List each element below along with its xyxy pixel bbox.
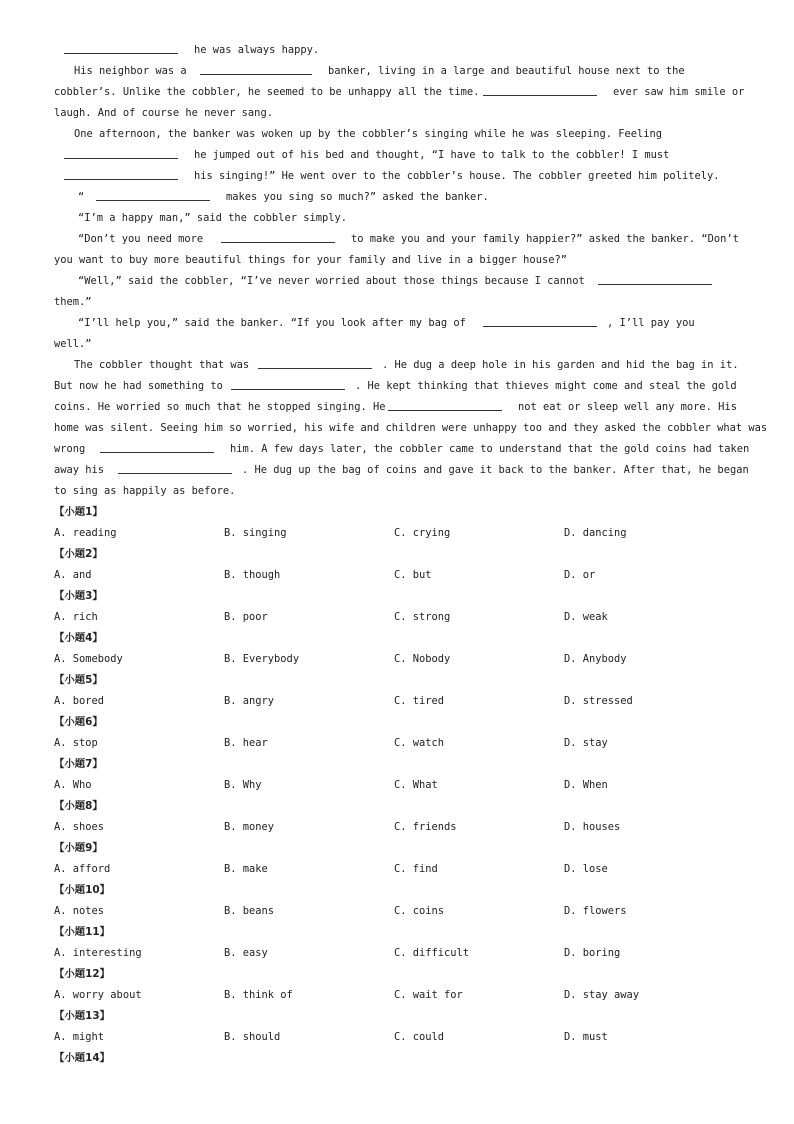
passage-text: wrong [54, 443, 86, 455]
passage-line [0, 292, 794, 313]
question-label: 【小题13】 [54, 1010, 111, 1022]
passage-text: he was always happy. [194, 44, 320, 56]
answer-option[interactable]: B. poor [224, 611, 268, 623]
question-label: 【小题5】 [54, 674, 103, 686]
passage-text: them.” [54, 296, 92, 308]
answer-option[interactable]: B. should [224, 1031, 281, 1043]
passage-line [0, 187, 794, 208]
passage-line [0, 418, 794, 439]
answer-blank[interactable] [96, 200, 210, 201]
passage-text: well.” [54, 338, 92, 350]
answer-option[interactable]: C. coins [394, 905, 445, 917]
answer-option[interactable]: D. must [564, 1031, 608, 1043]
passage-text: cobbler’s. Unlike the cobbler, he seemed to be unhappy all the time. [54, 86, 480, 98]
question-label: 【小题4】 [54, 632, 103, 644]
answer-option[interactable]: A. stop [54, 737, 98, 749]
answer-option[interactable]: A. and [54, 569, 92, 581]
answer-option[interactable]: A. Somebody [54, 653, 123, 665]
answer-option[interactable]: C. difficult [394, 947, 470, 959]
question-label: 【小题9】 [54, 842, 103, 854]
answer-blank[interactable] [258, 368, 372, 369]
answer-option[interactable]: B. angry [224, 695, 275, 707]
passage-text: banker, living in a large and beautiful house next to the [328, 65, 685, 77]
question-label: 【小题2】 [54, 548, 103, 560]
passage-line [0, 439, 794, 460]
answer-option[interactable]: B. easy [224, 947, 268, 959]
answer-option[interactable]: C. but [394, 569, 432, 581]
answer-option[interactable]: D. boring [564, 947, 621, 959]
passage-text: One afternoon, the banker was woken up by the cobbler’s singing while he was sleeping. Feeling [74, 128, 663, 140]
question-label: 【小题3】 [54, 590, 103, 602]
passage-line [0, 355, 794, 376]
passage-text: you want to buy more beautiful things for your family and live in a bigger house?” [54, 254, 567, 266]
passage-text: His neighbor was a [74, 65, 187, 77]
passage-line [0, 376, 794, 397]
answer-option[interactable]: D. When [564, 779, 608, 791]
answer-option[interactable]: D. stay [564, 737, 608, 749]
passage-line [0, 460, 794, 481]
answer-option[interactable]: A. worry about [54, 989, 142, 1001]
question-label: 【小题7】 [54, 758, 103, 770]
passage-text: to sing as happily as before. [54, 485, 236, 497]
passage-text: “Well,” said the cobbler, “I’ve never worried about those things because I cannot [78, 275, 585, 287]
answer-blank[interactable] [231, 389, 345, 390]
answer-blank[interactable] [118, 473, 232, 474]
passage-text: The cobbler thought that was [74, 359, 250, 371]
answer-blank[interactable] [100, 452, 214, 453]
answer-option[interactable]: B. think of [224, 989, 293, 1001]
passage-text: makes you sing so much?” asked the banker. [226, 191, 489, 203]
passage-text: he jumped out of his bed and thought, “I have to talk to the cobbler! I must [194, 149, 670, 161]
answer-blank[interactable] [64, 179, 178, 180]
passage-line [0, 250, 794, 271]
answer-blank[interactable] [64, 53, 178, 54]
answer-option[interactable]: C. find [394, 863, 438, 875]
passage-line [0, 481, 794, 502]
answer-option[interactable]: D. lose [564, 863, 608, 875]
answer-option[interactable]: D. flowers [564, 905, 627, 917]
answer-option[interactable]: C. watch [394, 737, 445, 749]
passage-text: . He dug up the bag of coins and gave it back to the banker. After that, he began [242, 464, 749, 476]
passage-text: to make you and your family happier?” asked the banker. “Don’t [351, 233, 739, 245]
passage-text: not eat or sleep well any more. His [518, 401, 737, 413]
passage-line [0, 82, 794, 103]
question-label: 【小题10】 [54, 884, 111, 896]
answer-option[interactable]: D. stressed [564, 695, 633, 707]
passage-text: . He kept thinking that thieves might come and steal the gold [355, 380, 737, 392]
passage-text: “I’ll help you,” said the banker. “If you look after my bag of [78, 317, 466, 329]
passage-line [0, 103, 794, 124]
answer-option[interactable]: A. rich [54, 611, 98, 623]
passage-text: . He dug a deep hole in his garden and hid the bag in it. [382, 359, 739, 371]
answer-blank[interactable] [200, 74, 312, 75]
answer-option[interactable]: A. interesting [54, 947, 142, 959]
answer-option[interactable]: C. friends [394, 821, 457, 833]
answer-option[interactable]: C. could [394, 1031, 445, 1043]
question-label: 【小题14】 [54, 1052, 111, 1064]
answer-option[interactable]: A. might [54, 1031, 105, 1043]
passage-text: away his [54, 464, 105, 476]
answer-option[interactable]: C. strong [394, 611, 451, 623]
answer-blank[interactable] [483, 95, 597, 96]
answer-option[interactable]: C. Nobody [394, 653, 451, 665]
question-label: 【小题1】 [54, 506, 103, 518]
answer-option[interactable]: C. crying [394, 527, 451, 539]
answer-option[interactable]: D. dancing [564, 527, 627, 539]
passage-text: coins. He worried so much that he stopped singing. He [54, 401, 386, 413]
answer-option[interactable]: C. wait for [394, 989, 463, 1001]
answer-option[interactable]: B. hear [224, 737, 268, 749]
passage-text: , I’ll pay you [607, 317, 695, 329]
answer-blank[interactable] [64, 158, 178, 159]
passage-line [0, 271, 794, 292]
passage-line [0, 124, 794, 145]
answer-option[interactable]: D. Anybody [564, 653, 627, 665]
question-label: 【小题6】 [54, 716, 103, 728]
passage-text: his singing!” He went over to the cobbler’s house. The cobbler greeted him politely. [194, 170, 720, 182]
answer-option[interactable]: B. make [224, 863, 268, 875]
answer-option[interactable]: D. houses [564, 821, 621, 833]
answer-option[interactable]: C. What [394, 779, 438, 791]
answer-blank[interactable] [483, 326, 597, 327]
answer-option[interactable]: A. reading [54, 527, 117, 539]
answer-option[interactable]: B. money [224, 821, 275, 833]
answer-option[interactable]: B. singing [224, 527, 287, 539]
passage-line [0, 334, 794, 355]
passage-line [0, 313, 794, 334]
passage-text: laugh. And of course he never sang. [54, 107, 273, 119]
passage-line [0, 208, 794, 229]
passage-text: “I’m a happy man,” said the cobbler simply. [78, 212, 347, 224]
passage-text: him. A few days later, the cobbler came to understand that the gold coins had taken [230, 443, 750, 455]
answer-option[interactable]: D. weak [564, 611, 608, 623]
answer-blank[interactable] [221, 242, 335, 243]
answer-option[interactable]: B. though [224, 569, 281, 581]
passage-line [0, 145, 794, 166]
answer-option[interactable]: C. tired [394, 695, 445, 707]
answer-option[interactable]: A. bored [54, 695, 105, 707]
answer-option[interactable]: D. stay away [564, 989, 640, 1001]
answer-option[interactable]: A. shoes [54, 821, 105, 833]
answer-option[interactable]: A. Who [54, 779, 92, 791]
passage-text: “Don’t you need more [78, 233, 204, 245]
question-label: 【小题11】 [54, 926, 111, 938]
passage-line [0, 61, 794, 82]
answer-option[interactable]: B. Everybody [224, 653, 300, 665]
answer-blank[interactable] [598, 284, 712, 285]
answer-blank[interactable] [388, 410, 502, 411]
answer-option[interactable]: D. or [564, 569, 596, 581]
passage-text: ever saw him smile or [613, 86, 745, 98]
answer-option[interactable]: A. afford [54, 863, 111, 875]
answer-option[interactable]: A. notes [54, 905, 105, 917]
passage-line [0, 229, 794, 250]
answer-option[interactable]: B. beans [224, 905, 275, 917]
passage-text: home was silent. Seeing him so worried, his wife and children were unhappy too and they asked the cobbler what was [54, 422, 768, 434]
passage-line [0, 166, 794, 187]
answer-option[interactable]: B. Why [224, 779, 262, 791]
passage-text: But now he had something to [54, 380, 223, 392]
question-label: 【小题12】 [54, 968, 111, 980]
passage-line [0, 397, 794, 418]
passage-line [0, 40, 794, 61]
question-label: 【小题8】 [54, 800, 103, 812]
passage-text: “ [78, 191, 85, 203]
